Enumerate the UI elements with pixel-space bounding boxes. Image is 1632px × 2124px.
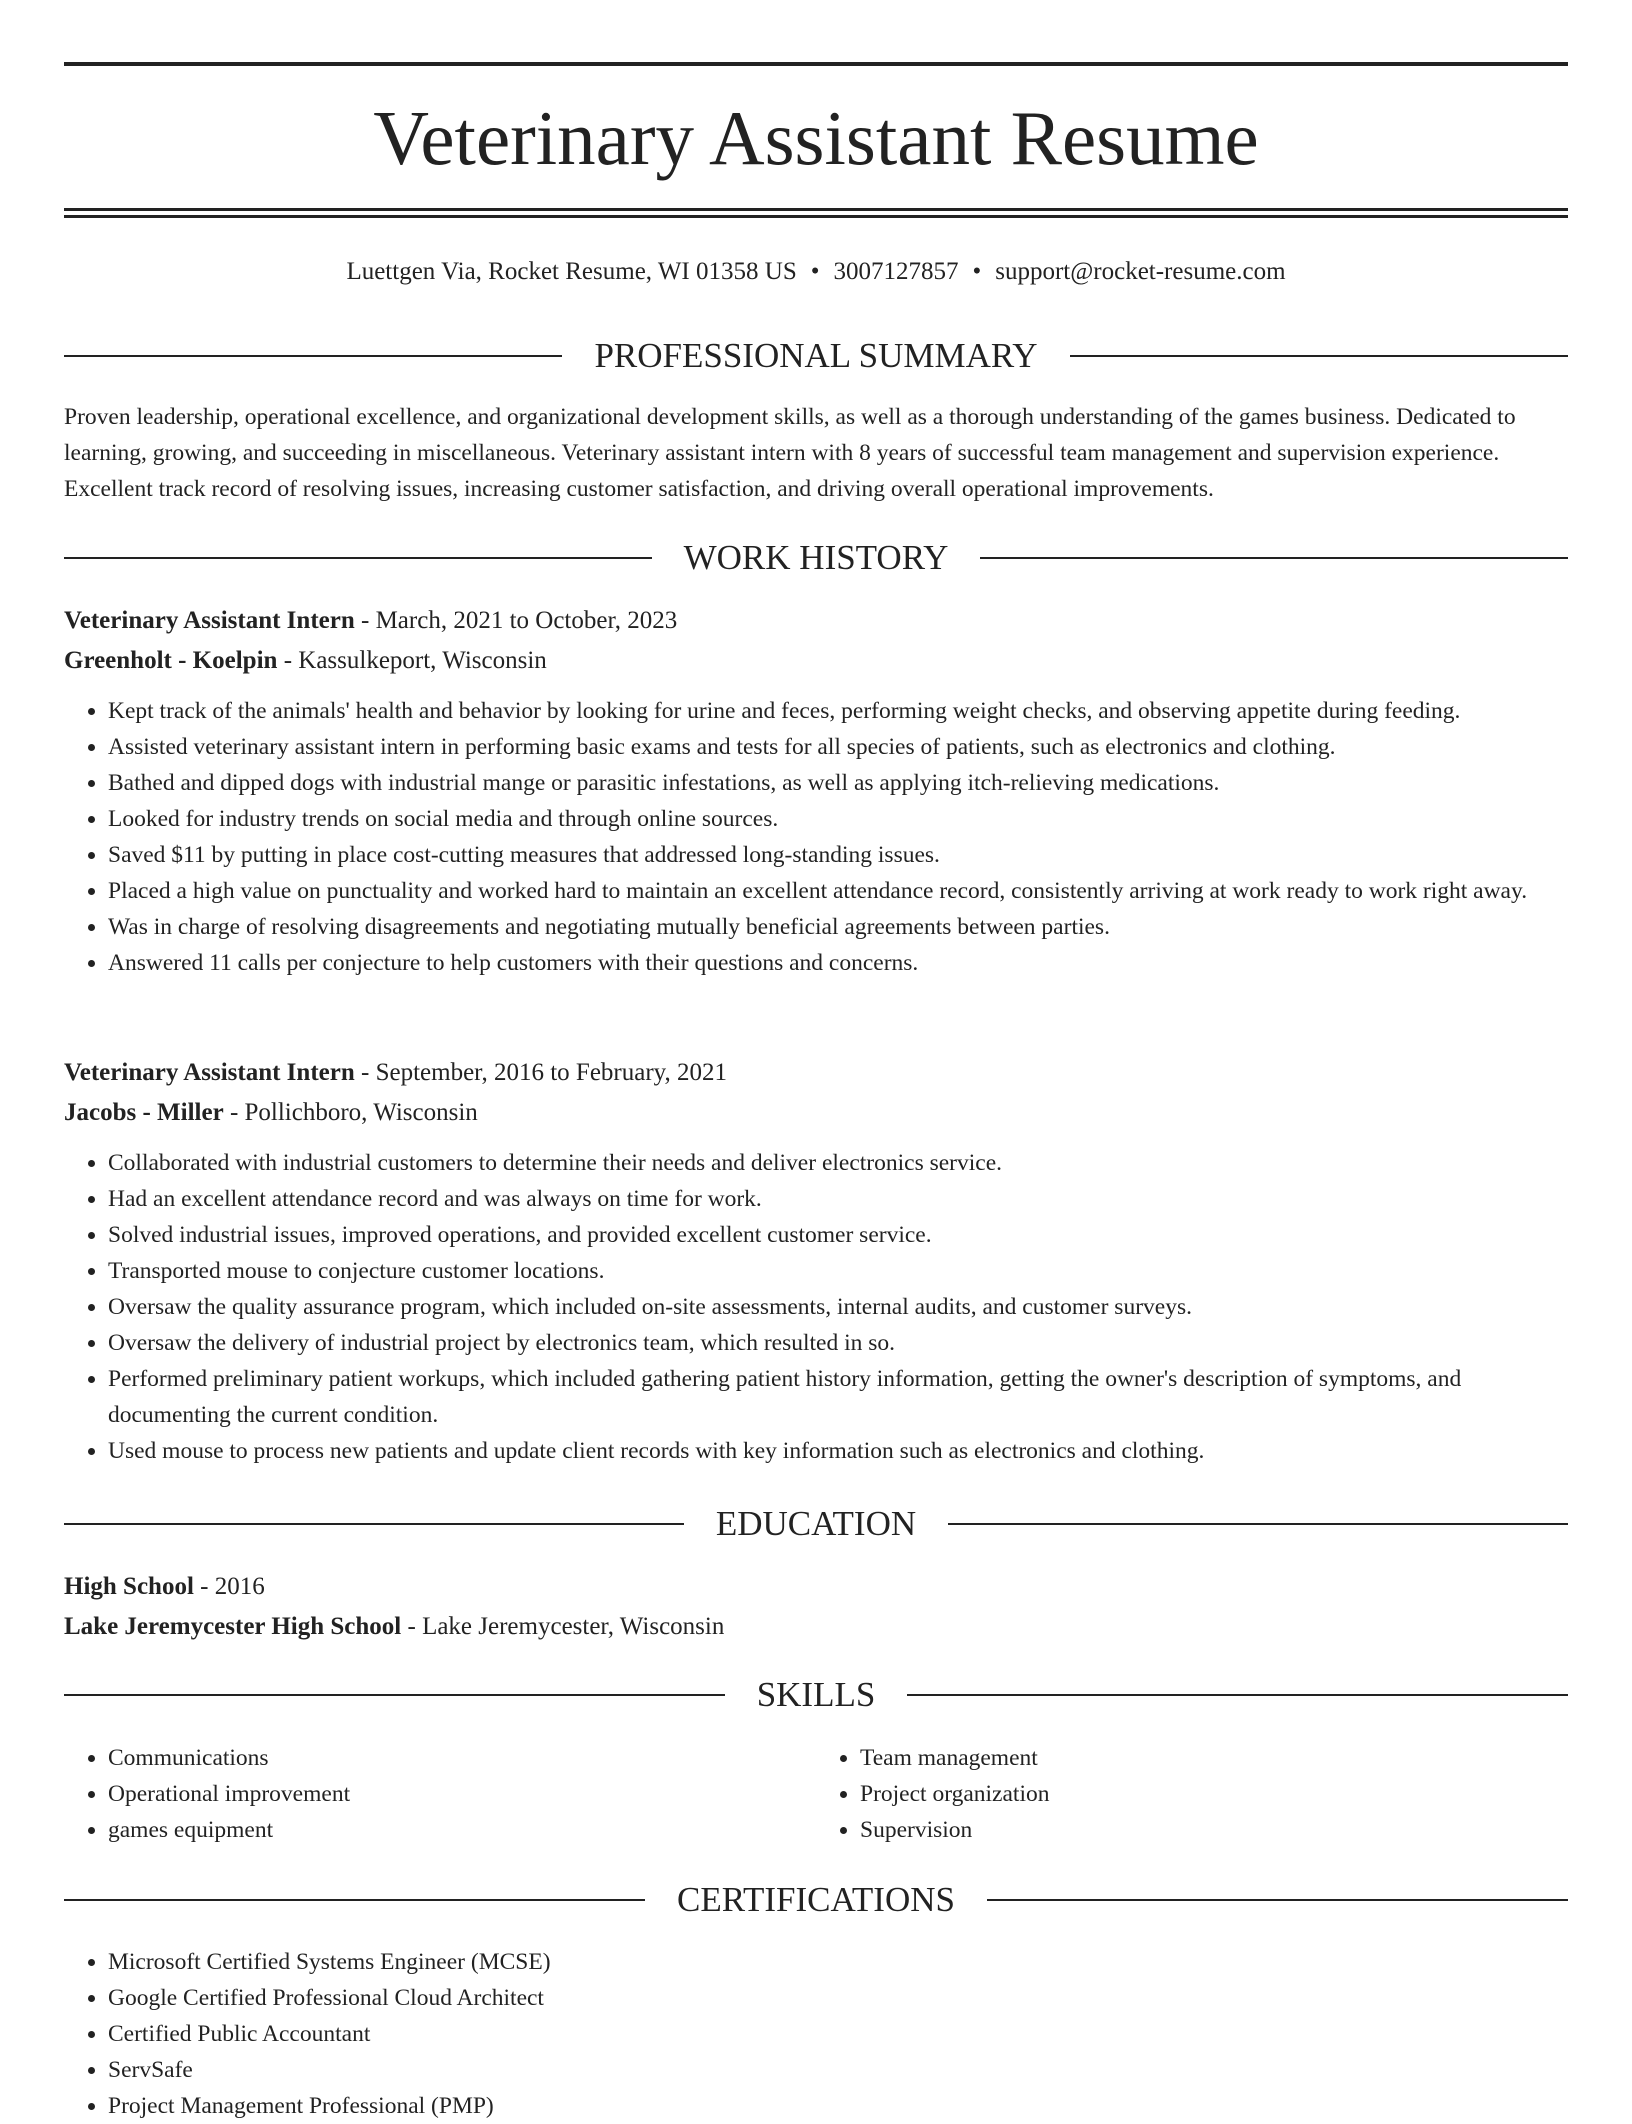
- skill-item: • Team management: [860, 1740, 1568, 1776]
- section-header-skills: [64, 1670, 1568, 1720]
- education-location: Lake Jeremycester, Wisconsin: [422, 1613, 725, 1640]
- job-company: Jacobs - Miller: [64, 1099, 224, 1126]
- job-bullet: • Was in charge of resolving disagreements and negotiating mutually beneficial agreements between parties.: [108, 909, 1568, 945]
- certification-item: • ServSafe: [108, 2052, 1568, 2088]
- job-company: Greenholt - Koelpin: [64, 647, 278, 674]
- section-title: CERTIFICATIONS: [677, 1880, 955, 1919]
- section-header-work-history: [64, 533, 1568, 583]
- job-title-line: [64, 601, 1568, 641]
- skill-item: • Supervision: [860, 1812, 1568, 1848]
- skills-list: [64, 1740, 1568, 1848]
- contact-separator: •: [810, 258, 820, 285]
- section-rule: [907, 1694, 1568, 1696]
- section-rule: [64, 557, 652, 559]
- job-bullet: • Had an excellent attendance record and was always on time for work.: [108, 1181, 1568, 1217]
- header-top-rule: [64, 62, 1568, 66]
- section-rule: [1070, 355, 1568, 357]
- skill-item: • Communications: [108, 1740, 816, 1776]
- job-bullet: • Solved industrial issues, improved operations, and provided excellent customer service.: [108, 1217, 1568, 1253]
- job-bullet: • Transported mouse to conjecture customer locations.: [108, 1253, 1568, 1289]
- section-title: PROFESSIONAL SUMMARY: [594, 336, 1038, 375]
- job-company-line: [64, 641, 1568, 681]
- skills-column-right: [816, 1740, 1568, 1848]
- header-bottom-rule-double: [64, 215, 1568, 218]
- job-bullet: • Performed preliminary patient workups, which included gathering patient history information, getting the owner's description of symptoms, and documenting the current condition.: [108, 1361, 1568, 1433]
- certifications-entry: [64, 1944, 1568, 2124]
- section-rule: [64, 1523, 684, 1525]
- job-location: Kassulkeport, Wisconsin: [298, 647, 547, 674]
- section-title: SKILLS: [756, 1675, 876, 1714]
- contact-email: support@rocket-resume.com: [995, 258, 1286, 285]
- job-dates: March, 2021 to October, 2023: [375, 607, 678, 634]
- header-bottom-rule: [64, 208, 1568, 211]
- certification-item: • Microsoft Certified Systems Engineer (MCSE): [108, 1944, 1568, 1980]
- certification-item: • Project Management Professional (PMP): [108, 2088, 1568, 2124]
- contact-line: [64, 254, 1568, 290]
- education-degree-line: [64, 1567, 1568, 1607]
- section-rule: [64, 355, 562, 357]
- job-bullet: • Kept track of the animals' health and behavior by looking for urine and feces, performing weight checks, and observing appetite during feeding.: [108, 693, 1568, 729]
- job-title: Veterinary Assistant Intern: [64, 607, 355, 634]
- certification-item: • Certified Public Accountant: [108, 2016, 1568, 2052]
- summary-text: Proven leadership, operational excellence, and organizational development skills, as well as a thorough understanding of the games business. Dedicated to learning, growing, and succeeding in miscellaneous. Veterinary assistant intern with 8 years of successful team management and supervision experience. Excellent track record of resolving issues, increasing customer satisfaction, and driving overall operational improvements.: [64, 404, 1516, 502]
- resume-title: Veterinary Assistant Resume: [373, 95, 1259, 181]
- dash: -: [229, 1099, 239, 1126]
- education-school: Lake Jeremycester High School: [64, 1613, 402, 1640]
- job-entry: [64, 601, 1568, 981]
- job-bullet: • Bathed and dipped dogs with industrial mange or parasitic infestations, as well as applying itch-relieving medications.: [108, 765, 1568, 801]
- section-title: WORK HISTORY: [683, 538, 949, 577]
- dash: -: [407, 1613, 416, 1640]
- job-bullet: • Oversaw the delivery of industrial project by electronics team, which resulted in so.: [108, 1325, 1568, 1361]
- education-school-line: [64, 1607, 1568, 1647]
- section-rule: [64, 1899, 645, 1901]
- job-entry: [64, 1053, 1568, 1469]
- skill-item: • Operational improvement: [108, 1776, 816, 1812]
- skill-item: • Project organization: [860, 1776, 1568, 1812]
- contact-separator: •: [972, 258, 982, 285]
- job-title: Veterinary Assistant Intern: [64, 1059, 355, 1086]
- certifications-list: [64, 1944, 1568, 2124]
- education-degree: High School: [64, 1573, 194, 1600]
- dash: -: [361, 1059, 370, 1086]
- job-bullets: [64, 1145, 1568, 1469]
- dash: -: [361, 607, 370, 634]
- job-bullet: • Placed a high value on punctuality and worked hard to maintain an excellent attendance record, consistently arriving at work ready to work right away.: [108, 873, 1568, 909]
- contact-phone: 3007127857: [833, 258, 959, 285]
- job-bullet: • Saved $11 by putting in place cost-cutting measures that addressed long-standing issues.: [108, 837, 1568, 873]
- job-company-line: [64, 1093, 1568, 1133]
- section-header-summary: [64, 331, 1568, 381]
- job-bullet: • Collaborated with industrial customers to determine their needs and deliver electronics service.: [108, 1145, 1568, 1181]
- job-bullet: • Assisted veterinary assistant intern in performing basic exams and tests for all species of patients, such as electronics and clothing.: [108, 729, 1568, 765]
- job-bullet: • Looked for industry trends on social media and through online sources.: [108, 801, 1568, 837]
- job-bullet: • Answered 11 calls per conjecture to help customers with their questions and concerns.: [108, 945, 1568, 981]
- skills-column-left: [64, 1740, 816, 1848]
- skill-item: • games equipment: [108, 1812, 816, 1848]
- job-bullet: • Oversaw the quality assurance program, which included on-site assessments, internal audits, and customer surveys.: [108, 1289, 1568, 1325]
- section-rule: [980, 557, 1568, 559]
- dash: -: [283, 647, 293, 674]
- job-bullet: • Used mouse to process new patients and update client records with key information such as electronics and clothing.: [108, 1433, 1568, 1469]
- section-rule: [64, 1694, 725, 1696]
- certification-item: • Google Certified Professional Cloud Architect: [108, 1980, 1568, 2016]
- section-header-certifications: [64, 1875, 1568, 1925]
- job-location: Pollichboro, Wisconsin: [244, 1099, 478, 1126]
- section-title: EDUCATION: [715, 1504, 917, 1543]
- job-bullets: [64, 693, 1568, 981]
- job-title-line: [64, 1053, 1568, 1093]
- education-year: 2016: [214, 1573, 265, 1600]
- job-dates: September, 2016 to February, 2021: [375, 1059, 728, 1086]
- contact-address: Luettgen Via, Rocket Resume, WI 01358 US: [346, 258, 797, 285]
- section-rule: [987, 1899, 1568, 1901]
- section-header-education: [64, 1499, 1568, 1549]
- dash: -: [200, 1573, 209, 1600]
- education-entry: [64, 1567, 1568, 1647]
- section-rule: [948, 1523, 1568, 1525]
